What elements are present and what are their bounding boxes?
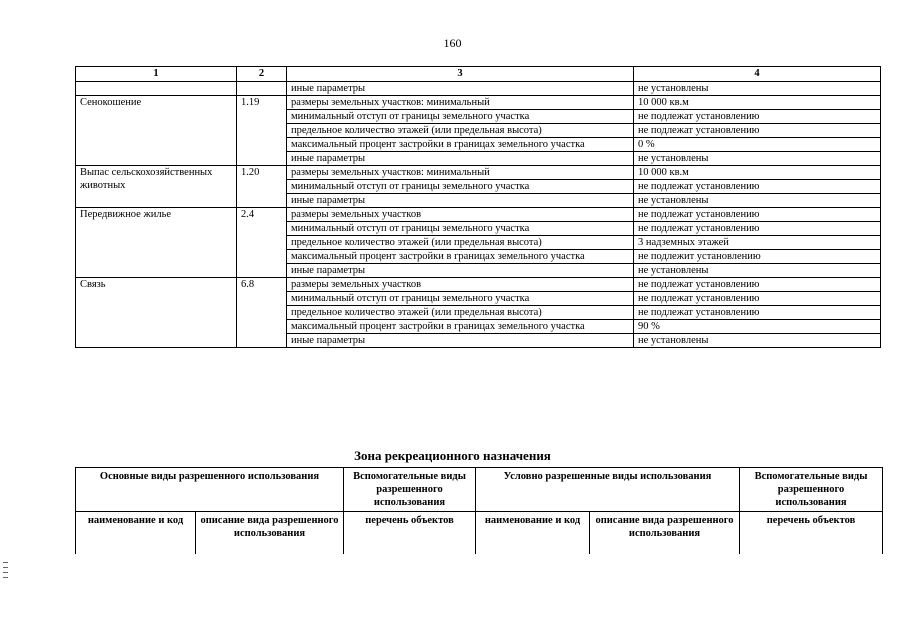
land-use-name: Связь (76, 278, 237, 348)
land-use-parameters-table (75, 66, 881, 348)
column-header: 1 (76, 67, 237, 82)
column-header: 2 (237, 67, 287, 82)
parameter-value: не подлежат установлению (634, 222, 881, 236)
land-use-name (76, 82, 237, 96)
subheader-description: описание вида разрешенного использования (196, 512, 344, 555)
table-row (76, 166, 881, 180)
land-use-name: Выпас сельскохозяйственных животных (76, 166, 237, 208)
land-use-code: 2.4 (237, 208, 287, 278)
parameter-name: размеры земельных участков: минимальный (287, 166, 634, 180)
header-auxiliary-uses: Вспомогательные виды разрешенного использования (344, 468, 476, 512)
parameter-name: размеры земельных участков (287, 278, 634, 292)
page-number: 160 (443, 36, 462, 50)
parameter-value: не подлежит установлению (634, 250, 881, 264)
parameter-value: 10 000 кв.м (634, 96, 881, 110)
parameter-name: предельное количество этажей (или предельная высота) (287, 124, 634, 138)
table-subheader-row (76, 512, 883, 555)
subheader-object-list-2: перечень объектов (740, 512, 883, 555)
parameter-value: не подлежат установлению (634, 180, 881, 194)
land-use-code (237, 82, 287, 96)
parameter-name: иные параметры (287, 82, 634, 96)
table-row (76, 82, 881, 96)
parameter-value: не подлежат установлению (634, 292, 881, 306)
parameter-name: минимальный отступ от границы земельного участка (287, 180, 634, 194)
parameter-value: не подлежат установлению (634, 278, 881, 292)
land-use-code: 1.20 (237, 166, 287, 208)
subheader-description-2: описание вида разрешенного использования (590, 512, 740, 555)
parameter-name: минимальный отступ от границы земельного участка (287, 292, 634, 306)
parameter-value: не установлены (634, 264, 881, 278)
subheader-object-list: перечень объектов (344, 512, 476, 555)
parameter-name: предельное количество этажей (или предельная высота) (287, 236, 634, 250)
parameter-name: максимальный процент застройки в границах земельного участка (287, 138, 634, 152)
parameter-value: 10 000 кв.м (634, 166, 881, 180)
margin-mark (3, 562, 8, 578)
parameter-name: размеры земельных участков: минимальный (287, 96, 634, 110)
table-row (76, 278, 881, 292)
parameter-name: иные параметры (287, 194, 634, 208)
land-use-name: Передвижное жилье (76, 208, 237, 278)
land-use-code: 1.19 (237, 96, 287, 166)
parameter-name: иные параметры (287, 152, 634, 166)
land-use-code: 6.8 (237, 278, 287, 348)
table-row (76, 208, 881, 222)
parameter-value: не установлены (634, 334, 881, 348)
recreation-zone-table (75, 467, 883, 554)
parameter-name: минимальный отступ от границы земельного участка (287, 110, 634, 124)
parameter-value: не подлежат установлению (634, 110, 881, 124)
table-row (76, 96, 881, 110)
zone-title: Зона рекреационного назначения (354, 448, 551, 463)
parameter-value: 90 % (634, 320, 881, 334)
parameter-name: размеры земельных участков (287, 208, 634, 222)
parameter-value: 3 надземных этажей (634, 236, 881, 250)
parameter-name: предельное количество этажей (или предельная высота) (287, 306, 634, 320)
header-conditional-uses: Условно разрешенные виды использования (476, 468, 740, 512)
parameter-value: не установлены (634, 194, 881, 208)
parameter-name: максимальный процент застройки в границах земельного участка (287, 320, 634, 334)
parameter-value: 0 % (634, 138, 881, 152)
parameter-value: не подлежат установлению (634, 124, 881, 138)
column-header: 3 (287, 67, 634, 82)
parameter-name: иные параметры (287, 334, 634, 348)
land-use-name: Сенокошение (76, 96, 237, 166)
parameter-value: не установлены (634, 152, 881, 166)
header-main-uses: Основные виды разрешенного использования (76, 468, 344, 512)
subheader-name-code: наименование и код (76, 512, 196, 555)
parameter-name: иные параметры (287, 264, 634, 278)
parameter-name: минимальный отступ от границы земельного участка (287, 222, 634, 236)
table-header-row (76, 67, 881, 82)
table-header-row (76, 468, 883, 512)
parameter-value: не подлежат установлению (634, 208, 881, 222)
column-header: 4 (634, 67, 881, 82)
parameter-value: не подлежат установлению (634, 306, 881, 320)
subheader-name-code-2: наименование и код (476, 512, 590, 555)
parameter-value: не установлены (634, 82, 881, 96)
header-auxiliary-uses-2: Вспомогательные виды разрешенного использования (740, 468, 883, 512)
parameter-name: максимальный процент застройки в границах земельного участка (287, 250, 634, 264)
